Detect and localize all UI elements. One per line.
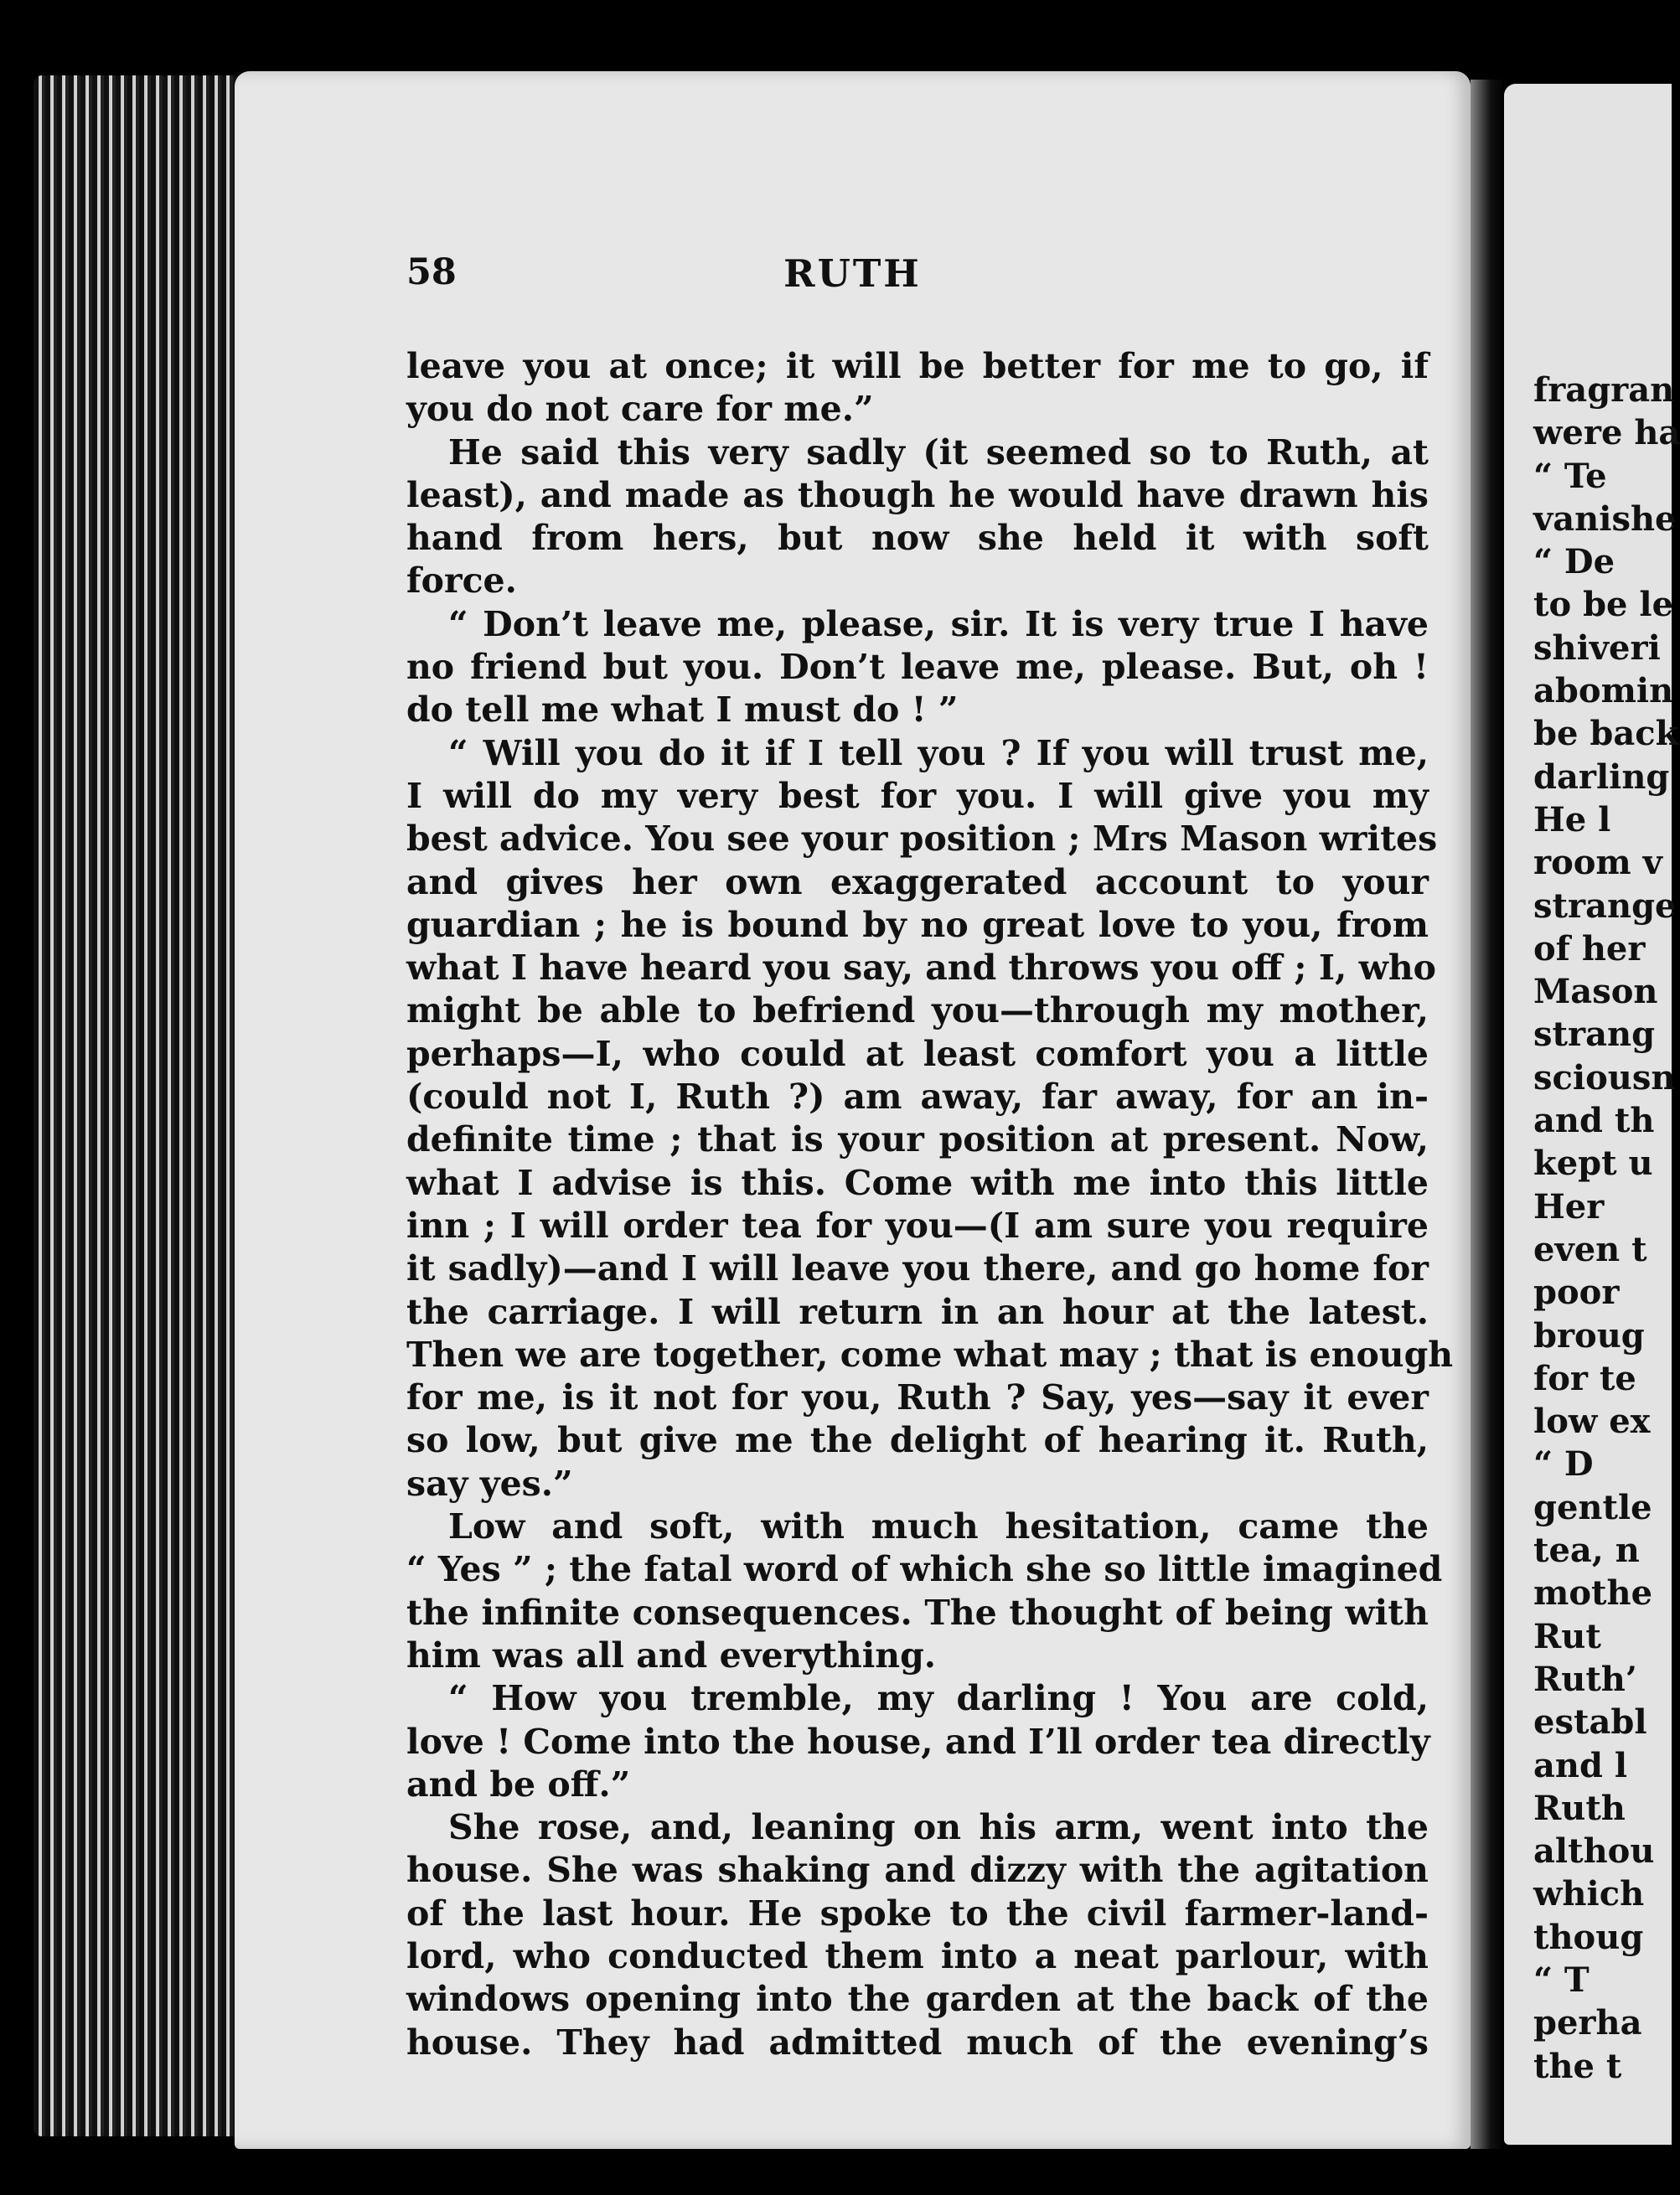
right-page-line: “ De xyxy=(1533,542,1615,582)
text-line: He said this very sadly (it seemed so to Ruth, at xyxy=(448,431,1429,473)
text-line: and be off.” xyxy=(406,1764,631,1805)
right-page-line: Rut xyxy=(1533,1616,1601,1656)
right-page-line: which xyxy=(1533,1874,1645,1914)
right-page-line: strang xyxy=(1533,1015,1656,1055)
text-line: leave you at once; it will be better for me to go, if xyxy=(406,346,1429,386)
text-line: She rose, and, leaning on his arm, went into the xyxy=(448,1807,1429,1848)
text-line: of the last hour. He spoke to the civil farmer-land- xyxy=(406,1893,1429,1934)
right-page-line: darling xyxy=(1533,757,1670,797)
text-line: no friend but you. Don’t leave me, please. But, oh ! xyxy=(406,647,1429,688)
right-page-line: broug xyxy=(1533,1315,1645,1356)
right-page-line: room v xyxy=(1533,843,1662,883)
left-page xyxy=(235,71,1471,2149)
text-line: you do not care for me.” xyxy=(406,389,874,430)
text-line: (could not I, Ruth ?) am away, far away, for an in- xyxy=(406,1077,1429,1118)
page-header xyxy=(235,251,1471,302)
right-page-line: and th xyxy=(1533,1101,1655,1141)
right-page-line: establ xyxy=(1533,1702,1647,1743)
right-page-line: of her xyxy=(1533,928,1646,968)
right-page-line: be back xyxy=(1533,714,1679,754)
text-line: best advice. You see your position ; Mrs Mason writes xyxy=(406,819,1438,860)
text-line: Then we are together, come what may ; that is enough xyxy=(406,1334,1454,1375)
text-line: the carriage. I will return in an hour at the latest. xyxy=(406,1291,1429,1332)
right-page-line: perha xyxy=(1533,2003,1642,2043)
right-page-line: for te xyxy=(1533,1358,1636,1398)
right-page-line: poor xyxy=(1533,1273,1620,1313)
right-page-line: He l xyxy=(1533,799,1611,839)
text-line: Low and soft, with much hesitation, came the xyxy=(448,1506,1429,1547)
right-page-line: were ha xyxy=(1533,413,1680,453)
right-page-line: kept u xyxy=(1533,1144,1653,1184)
text-line: do tell me what I must do ! ” xyxy=(406,689,959,731)
text-line: I will do my very best for you. I will give you my xyxy=(406,775,1429,816)
right-page-line: “ D xyxy=(1533,1444,1594,1485)
text-line: “ Yes ” ; the fatal word of which she so little imagined xyxy=(406,1549,1443,1590)
text-line: for me, is it not for you, Ruth ? Say, yes—say it ever xyxy=(406,1377,1429,1418)
text-line: what I advise is this. Come with me into this little xyxy=(406,1162,1429,1203)
text-line: love ! Come into the house, and I’ll order tea directly xyxy=(406,1721,1430,1762)
book-gutter xyxy=(1471,80,1504,2149)
right-page-line: the t xyxy=(1533,2046,1622,2086)
text-line: house. They had admitted much of the evening’s xyxy=(406,2022,1429,2063)
right-page-line: Her xyxy=(1533,1186,1605,1227)
right-page-line: shiveri xyxy=(1533,628,1661,668)
right-page-line: sciousn xyxy=(1533,1057,1676,1098)
text-line: hand from hers, but now she held it with soft xyxy=(406,518,1429,559)
right-page-line: thoug xyxy=(1533,1917,1644,1957)
right-page-line: Ruth’ xyxy=(1533,1659,1637,1699)
right-page-line: Ruth xyxy=(1533,1788,1626,1828)
text-line: house. She was shaking and dizzy with the agitation xyxy=(406,1850,1429,1891)
text-line: “ How you tremble, my darling ! You are cold, xyxy=(448,1678,1429,1719)
page-edges xyxy=(34,75,243,2136)
right-page-line: to be le xyxy=(1533,585,1674,625)
text-line: windows opening into the garden at the back of the xyxy=(406,1979,1429,2020)
right-page-line: low ex xyxy=(1533,1402,1651,1442)
text-line: “ Don’t leave me, please, sir. It is very true I have xyxy=(448,603,1429,644)
right-page-line: and l xyxy=(1533,1745,1628,1785)
text-line: it sadly)—and I will leave you there, and go home for xyxy=(406,1248,1429,1289)
text-line: so low, but give me the delight of hearing it. Ruth, xyxy=(406,1420,1429,1461)
text-line: what I have heard you say, and throws you off ; I, who xyxy=(406,948,1437,989)
right-page-line: Mason xyxy=(1533,972,1658,1012)
text-line: him was all and everything. xyxy=(406,1635,937,1676)
right-page-line: abomin xyxy=(1533,671,1674,711)
running-head: RUTH xyxy=(783,251,922,296)
right-page-line: althou xyxy=(1533,1831,1655,1872)
text-line: perhaps—I, who could at least comfort you a little xyxy=(406,1033,1429,1074)
body-text xyxy=(406,345,1454,2064)
text-line: guardian ; he is bound by no great love to you, from xyxy=(406,904,1429,945)
right-page-line: vanishe xyxy=(1533,498,1677,539)
text-line: least), and made as though he would have drawn his xyxy=(406,474,1429,515)
text-line: “ Will you do it if I tell you ? If you will trust me, xyxy=(448,732,1429,773)
right-page-line: fragran xyxy=(1533,370,1675,410)
right-page-line: “ Te xyxy=(1533,456,1607,496)
right-page-line: tea, n xyxy=(1533,1531,1640,1571)
text-line: inn ; I will order tea for you—(I am sure you require xyxy=(406,1205,1429,1246)
right-page-line: mothe xyxy=(1533,1573,1653,1614)
right-page-line: even t xyxy=(1533,1229,1647,1269)
text-line: and gives her own exaggerated account to your xyxy=(406,861,1429,902)
right-page-line: “ T xyxy=(1533,1960,1590,2000)
text-line: the infinite consequences. The thought of being with xyxy=(406,1592,1429,1633)
text-line: say yes.” xyxy=(406,1463,573,1504)
right-page-line: strange xyxy=(1533,886,1677,926)
text-line: lord, who conducted them into a neat parlour, with xyxy=(406,1935,1429,1976)
right-page-line: gentle xyxy=(1533,1487,1652,1527)
page-number: 58 xyxy=(406,251,457,293)
right-page-text-fragments xyxy=(1533,369,1680,2088)
text-line: force. xyxy=(406,560,517,602)
right-page xyxy=(1504,84,1680,2145)
text-line: might be able to befriend you—through my mother, xyxy=(406,990,1429,1031)
text-line: definite time ; that is your position at present. Now, xyxy=(406,1119,1429,1160)
